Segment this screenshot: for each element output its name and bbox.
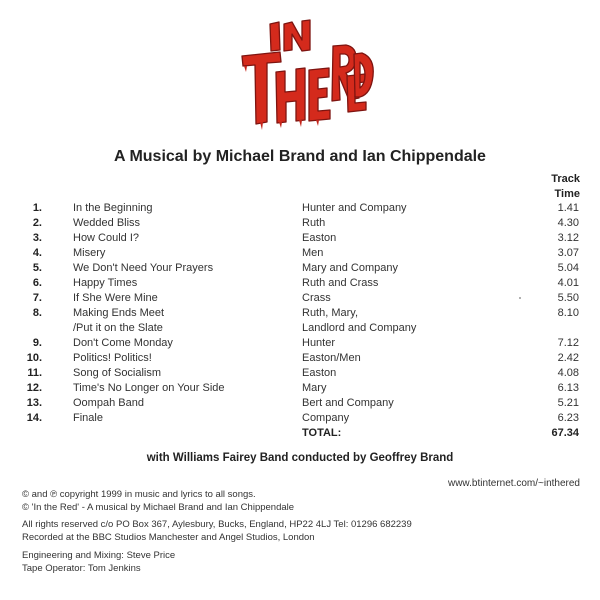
track-title: Politics! Politics! [73,352,152,364]
track-number: 4. [32,247,42,259]
engineering-block [22,549,175,575]
track-number: 14. [26,412,42,424]
track-title: Oompah Band [73,397,144,409]
track-row [0,366,600,381]
engineering-line: Engineering and Mixing: Steve Price [22,550,176,561]
track-title: How Could I? [73,232,140,244]
track-time: 5.04 [557,262,579,274]
subtitle: A Musical by Michael Brand and Ian Chippendale [114,148,486,165]
track-time: 5.50 [557,292,579,304]
track-title: Don't Come Monday [73,337,173,349]
track-number: 13. [26,397,42,409]
track-time: 6.23 [557,412,579,424]
track-time: 4.01 [557,277,579,289]
track-title: Finale [73,412,103,424]
rights-line: All rights reserved c/o PO Box 367, Aylesbury, Bucks, England, HP22 4LJ Tel: 01296 682239 [22,519,412,530]
track-time: 5.21 [557,397,579,409]
recording-line: Recorded at the BBC Studios Manchester and Angel Studios, London [22,532,315,543]
total-time: 67.34 [551,427,579,439]
track-row [0,381,600,396]
track-performers: Crass [302,292,331,304]
track-number: 2. [32,217,42,229]
track-title: Time's No Longer on Your Side [73,382,225,394]
track-time: 4.30 [557,217,579,229]
track-row [0,396,600,411]
track-performers: Company [302,412,350,424]
track-title-line1: Making Ends Meet [73,307,165,319]
track-time-header-line2: Time [554,188,580,200]
track-number: 9. [32,337,42,349]
track-row [0,276,600,291]
track-performers: Easton [302,232,337,244]
website-url: www.btinternet.com/~inthered [447,478,580,489]
track-performers-line1: Ruth, Mary, [302,307,359,319]
total-label: TOTAL: [302,427,342,439]
track-row [0,201,600,216]
track-title [73,306,288,336]
tape-operator-line: Tape Operator: Tom Jenkins [22,563,141,574]
track-performers: Easton/Men [302,352,361,364]
track-number: 6. [32,277,42,289]
total-row [0,426,600,441]
track-performers: Hunter and Company [302,202,407,214]
track-title: Song of Socialism [73,367,162,379]
in-the-red-logo [236,14,376,132]
track-time-header [536,172,580,202]
track-title: Happy Times [73,277,138,289]
track-time: 6.13 [557,382,579,394]
track-row [0,411,600,426]
track-row [0,231,600,246]
track-time: 8.10 [557,307,579,319]
track-title: Misery [73,247,106,259]
track-title: Wedded Bliss [73,217,141,229]
track-performers: Bert and Company [302,397,394,409]
track-time: 2.42 [557,352,579,364]
track-performers: Men [302,247,324,259]
track-performers-line2: Landlord and Company [302,322,417,334]
track-row [0,351,600,366]
track-row [0,246,600,261]
track-time-header-line1: Track [551,173,580,185]
copyright-block [22,488,294,514]
track-performers: Ruth [302,217,326,229]
track-row [0,216,600,231]
track-time: 3.12 [557,232,579,244]
track-number: 1. [32,202,42,214]
scan-speck [519,297,521,299]
track-number: 5. [32,262,42,274]
track-title-line2: /Put it on the Slate [73,322,163,334]
track-performers: Mary and Company [302,262,398,274]
track-row [0,291,600,306]
track-time: 7.12 [557,337,579,349]
copyright-line: © 'In the Red' - A musical by Michael Brand and Ian Chippendale [22,502,295,513]
track-number: 12. [26,382,42,394]
track-list [0,201,600,441]
track-performers: Mary [302,382,327,394]
track-time: 4.08 [557,367,579,379]
track-performers: Hunter [302,337,336,349]
track-title: If She Were Mine [73,292,158,304]
track-number: 7. [32,292,42,304]
track-performers: Ruth and Crass [302,277,379,289]
track-time: 1.41 [557,202,579,214]
track-number: 8. [32,307,42,319]
track-performers [302,306,492,336]
copyright-line: © and ℗ copyright 1999 in music and lyrics to all songs. [22,489,256,500]
track-time: 3.07 [557,247,579,259]
track-title: In the Beginning [73,202,153,214]
track-performers: Easton [302,367,337,379]
band-credit: with Williams Fairey Band conducted by Geoffrey Brand [146,452,454,464]
track-row [0,336,600,351]
track-number: 3. [32,232,42,244]
track-number: 11. [27,367,42,379]
track-row [0,261,600,276]
track-row [0,306,600,336]
rights-block [22,518,412,544]
track-number: 10. [26,352,42,364]
track-title: We Don't Need Your Prayers [73,262,214,274]
